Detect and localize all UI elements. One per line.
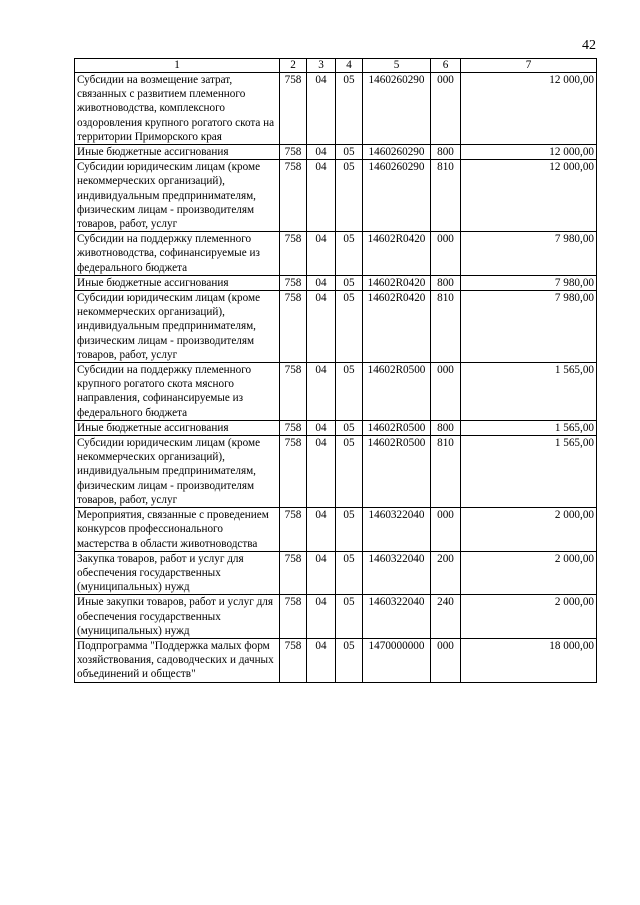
ministry-code: 758: [280, 551, 307, 595]
expense-type-code: 000: [431, 73, 461, 145]
table-row: [75, 275, 597, 290]
header-col-7: 7: [461, 59, 597, 73]
target-article-code: 1460260290: [363, 160, 431, 232]
table-row: [75, 638, 597, 682]
target-article-code: 14602R0500: [363, 420, 431, 435]
amount: 7 980,00: [461, 291, 597, 363]
ministry-code: 758: [280, 275, 307, 290]
section-code: 04: [307, 160, 336, 232]
amount: 7 980,00: [461, 275, 597, 290]
subsection-code: 05: [336, 638, 363, 682]
item-name: Субсидии юридическим лицам (кроме некоммерческих организаций), индивидуальным предпринимателям, физическим лицам - производителям товаров, работ, услуг: [75, 436, 280, 508]
target-article-code: 1460322040: [363, 508, 431, 552]
target-article-code: 14602R0420: [363, 291, 431, 363]
amount: 12 000,00: [461, 145, 597, 160]
item-name: Иные бюджетные ассигнования: [75, 420, 280, 435]
header-col-6: 6: [431, 59, 461, 73]
section-code: 04: [307, 436, 336, 508]
amount: 1 565,00: [461, 436, 597, 508]
section-code: 04: [307, 595, 336, 639]
header-col-4: 4: [336, 59, 363, 73]
item-name: Субсидии юридическим лицам (кроме некоммерческих организаций), индивидуальным предпринимателям, физическим лицам - производителям товаров, работ, услуг: [75, 160, 280, 232]
table-body: [75, 73, 597, 683]
table-row: [75, 420, 597, 435]
subsection-code: 05: [336, 363, 363, 421]
target-article-code: 1460322040: [363, 551, 431, 595]
subsection-code: 05: [336, 73, 363, 145]
ministry-code: 758: [280, 595, 307, 639]
target-article-code: 14602R0420: [363, 275, 431, 290]
subsection-code: 05: [336, 291, 363, 363]
expense-type-code: 000: [431, 638, 461, 682]
section-code: 04: [307, 275, 336, 290]
item-name: Закупка товаров, работ и услуг для обеспечения государственных (муниципальных) нужд: [75, 551, 280, 595]
section-code: 04: [307, 363, 336, 421]
table-header: [75, 59, 597, 73]
expense-type-code: 800: [431, 145, 461, 160]
table-row: [75, 436, 597, 508]
table-row: [75, 363, 597, 421]
header-row: [75, 59, 597, 73]
expense-type-code: 800: [431, 420, 461, 435]
header-col-1: 1: [75, 59, 280, 73]
section-code: 04: [307, 638, 336, 682]
amount: 7 980,00: [461, 232, 597, 276]
expense-type-code: 800: [431, 275, 461, 290]
amount: 12 000,00: [461, 73, 597, 145]
item-name: Иные бюджетные ассигнования: [75, 275, 280, 290]
amount: 1 565,00: [461, 363, 597, 421]
amount: 2 000,00: [461, 595, 597, 639]
expense-type-code: 000: [431, 508, 461, 552]
amount: 18 000,00: [461, 638, 597, 682]
item-name: Субсидии на возмещение затрат, связанных с развитием племенного животноводства, комплексного оздоровления крупного рогатого скота на территории Приморского края: [75, 73, 280, 145]
ministry-code: 758: [280, 420, 307, 435]
section-code: 04: [307, 420, 336, 435]
table-row: [75, 160, 597, 232]
section-code: 04: [307, 232, 336, 276]
table-row: [75, 508, 597, 552]
target-article-code: 14602R0420: [363, 232, 431, 276]
ministry-code: 758: [280, 160, 307, 232]
ministry-code: 758: [280, 363, 307, 421]
ministry-code: 758: [280, 291, 307, 363]
header-col-3: 3: [307, 59, 336, 73]
page-number: 42: [582, 38, 596, 53]
subsection-code: 05: [336, 160, 363, 232]
item-name: Иные бюджетные ассигнования: [75, 145, 280, 160]
subsection-code: 05: [336, 595, 363, 639]
target-article-code: 1460260290: [363, 145, 431, 160]
target-article-code: 1470000000: [363, 638, 431, 682]
ministry-code: 758: [280, 508, 307, 552]
expense-type-code: 810: [431, 160, 461, 232]
subsection-code: 05: [336, 232, 363, 276]
ministry-code: 758: [280, 145, 307, 160]
budget-table: [74, 58, 597, 683]
section-code: 04: [307, 73, 336, 145]
header-col-5: 5: [363, 59, 431, 73]
item-name: Субсидии на поддержку племенного животноводства, софинансируемые из федерального бюджета: [75, 232, 280, 276]
amount: 1 565,00: [461, 420, 597, 435]
subsection-code: 05: [336, 275, 363, 290]
amount: 12 000,00: [461, 160, 597, 232]
amount: 2 000,00: [461, 551, 597, 595]
item-name: Мероприятия, связанные с проведением конкурсов профессионального мастерства в области животноводства: [75, 508, 280, 552]
subsection-code: 05: [336, 508, 363, 552]
ministry-code: 758: [280, 232, 307, 276]
section-code: 04: [307, 551, 336, 595]
ministry-code: 758: [280, 436, 307, 508]
expense-type-code: 240: [431, 595, 461, 639]
section-code: 04: [307, 508, 336, 552]
table-row: [75, 145, 597, 160]
expense-type-code: 000: [431, 363, 461, 421]
section-code: 04: [307, 145, 336, 160]
header-col-2: 2: [280, 59, 307, 73]
item-name: Иные закупки товаров, работ и услуг для обеспечения государственных (муниципальных) нужд: [75, 595, 280, 639]
section-code: 04: [307, 291, 336, 363]
target-article-code: 14602R0500: [363, 436, 431, 508]
table-row: [75, 595, 597, 639]
expense-type-code: 810: [431, 436, 461, 508]
target-article-code: 1460322040: [363, 595, 431, 639]
table-row: [75, 232, 597, 276]
ministry-code: 758: [280, 638, 307, 682]
subsection-code: 05: [336, 551, 363, 595]
subsection-code: 05: [336, 420, 363, 435]
subsection-code: 05: [336, 436, 363, 508]
table-row: [75, 551, 597, 595]
target-article-code: 1460260290: [363, 73, 431, 145]
table-row: [75, 291, 597, 363]
subsection-code: 05: [336, 145, 363, 160]
expense-type-code: 200: [431, 551, 461, 595]
item-name: Субсидии на поддержку племенного крупного рогатого скота мясного направления, софинансируемые из федерального бюджета: [75, 363, 280, 421]
expense-type-code: 000: [431, 232, 461, 276]
item-name: Субсидии юридическим лицам (кроме некоммерческих организаций), индивидуальным предпринимателям, физическим лицам - производителям товаров, работ, услуг: [75, 291, 280, 363]
item-name: Подпрограмма "Поддержка малых форм хозяйствования, садоводческих и дачных объединений и обществ": [75, 638, 280, 682]
table-row: [75, 73, 597, 145]
expense-type-code: 810: [431, 291, 461, 363]
target-article-code: 14602R0500: [363, 363, 431, 421]
amount: 2 000,00: [461, 508, 597, 552]
ministry-code: 758: [280, 73, 307, 145]
